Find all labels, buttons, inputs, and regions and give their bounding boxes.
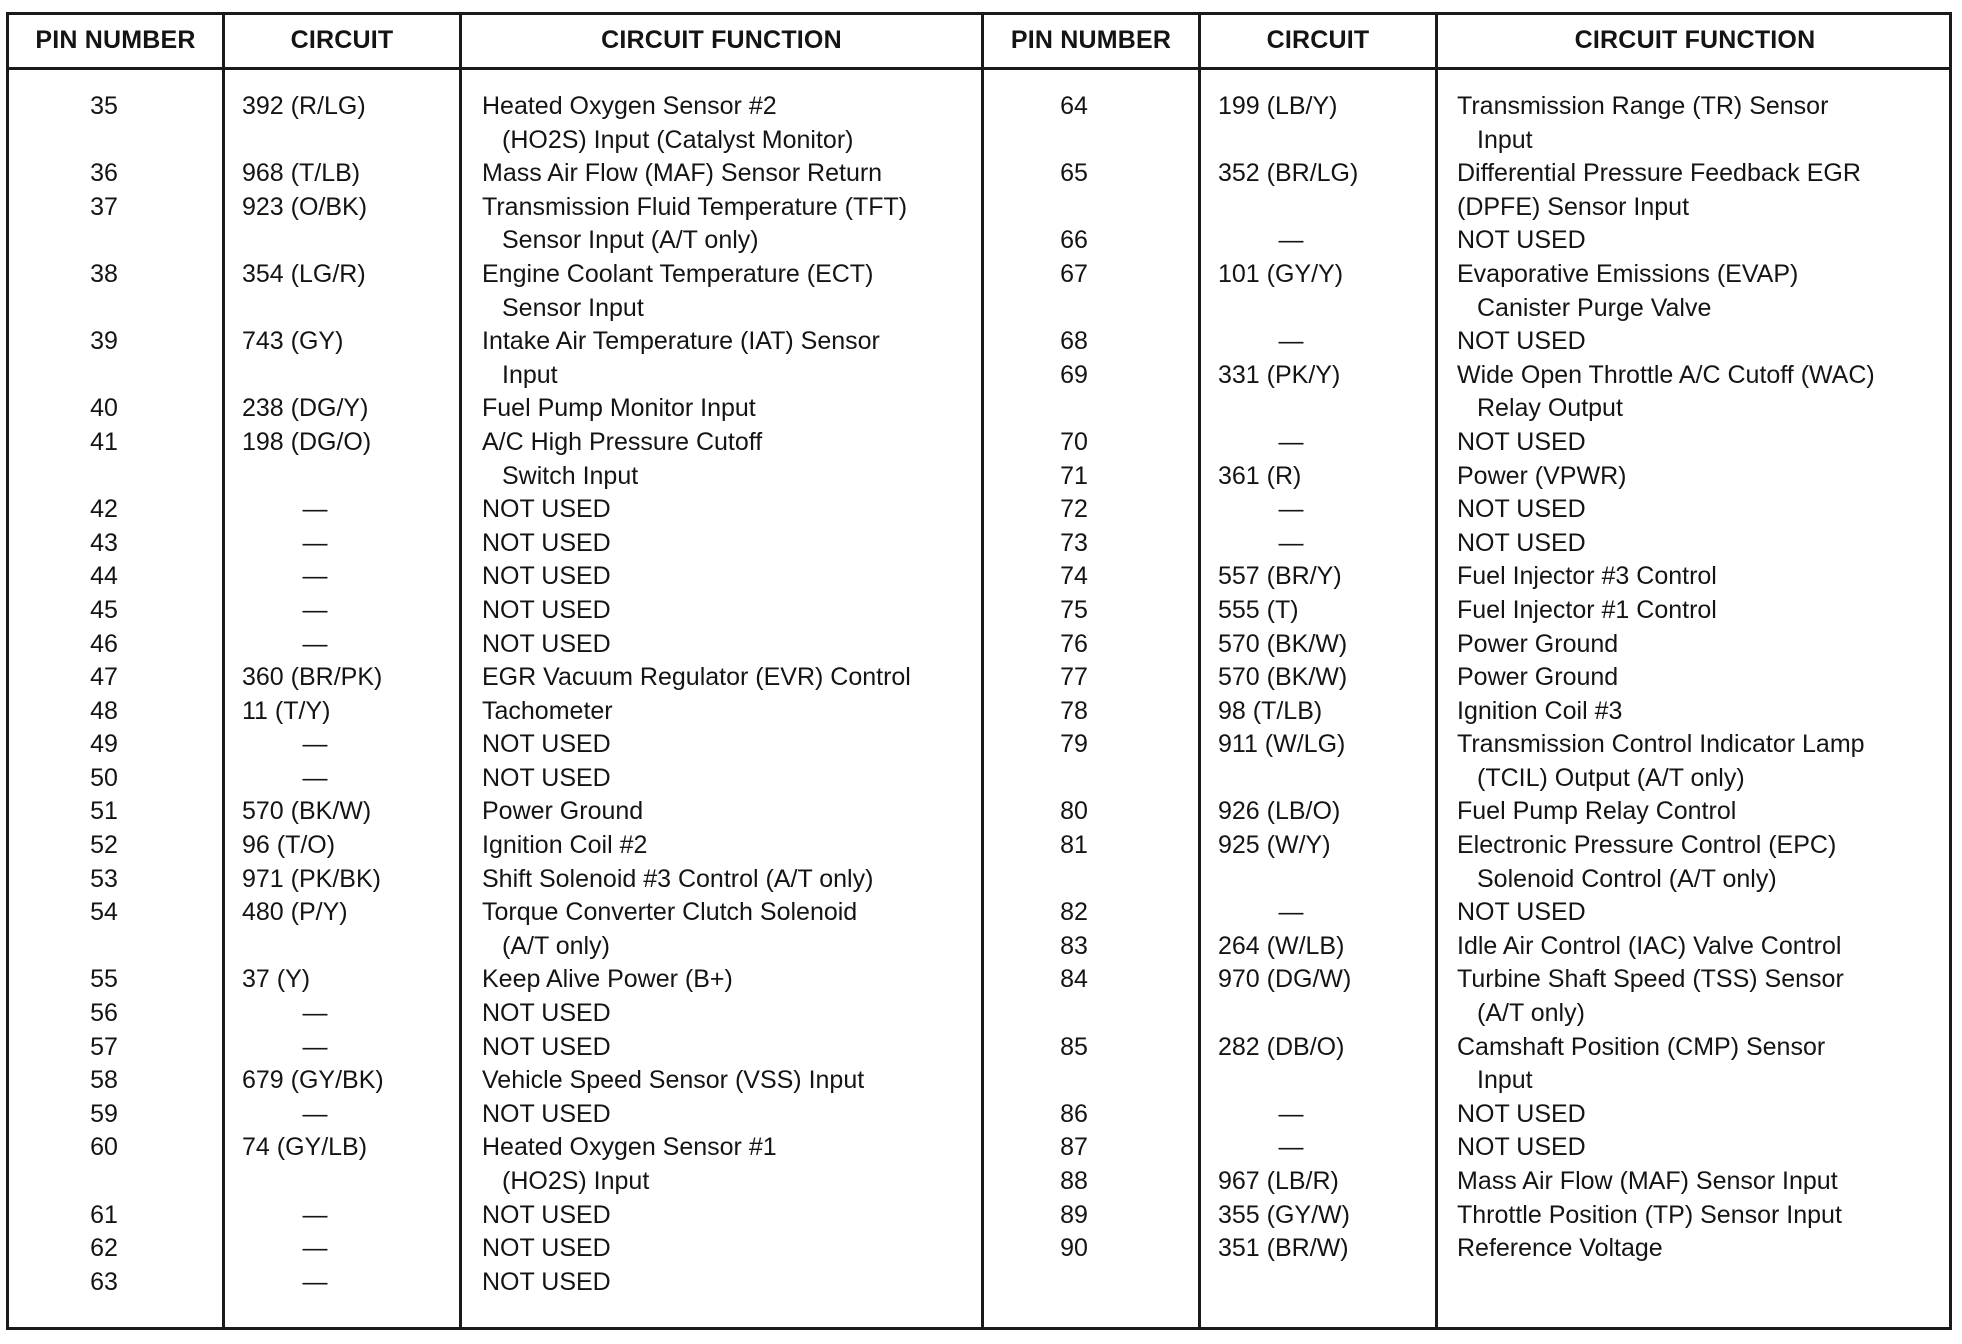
- circuit-function: NOT USED: [1457, 495, 1586, 524]
- circuit-function-continued: Input: [1477, 1066, 1533, 1095]
- pin-number: 87: [1060, 1133, 1088, 1162]
- table-row: [9, 392, 981, 426]
- header-circuit-left: CIRCUIT: [290, 26, 394, 54]
- circuit-code: —: [302, 730, 328, 759]
- pin-number: 90: [1060, 1234, 1088, 1263]
- pin-number: 38: [90, 259, 118, 288]
- circuit-function: Evaporative Emissions (EVAP): [1457, 259, 1799, 288]
- circuit-function: Turbine Shaft Speed (TSS) Sensor: [1457, 965, 1844, 994]
- pin-number: 48: [90, 696, 118, 725]
- circuit-function: Power Ground: [1457, 663, 1619, 692]
- pin-number: 40: [90, 394, 118, 423]
- table-row: [984, 795, 1952, 829]
- table-row: [9, 426, 981, 493]
- circuit-function: Fuel Injector #1 Control: [1457, 595, 1717, 624]
- table-row: [984, 157, 1952, 224]
- pin-number: 50: [90, 763, 118, 792]
- pin-number: 72: [1060, 495, 1088, 524]
- circuit-code: —: [302, 595, 328, 624]
- circuit-code: 970 (DG/W): [1218, 965, 1352, 994]
- pin-number: 63: [90, 1267, 118, 1296]
- circuit-code: —: [1278, 495, 1304, 524]
- circuit-function: EGR Vacuum Regulator (EVR) Control: [482, 663, 911, 692]
- circuit-function: Mass Air Flow (MAF) Sensor Input: [1457, 1167, 1838, 1195]
- circuit-function: NOT USED: [482, 562, 611, 591]
- table-row: [984, 829, 1952, 896]
- circuit-code: 331 (PK/Y): [1218, 360, 1341, 389]
- circuit-function: Tachometer: [482, 696, 613, 725]
- table-row: [9, 1199, 981, 1233]
- pin-number: 53: [90, 864, 118, 893]
- circuit-code: 96 (T/O): [242, 831, 336, 860]
- circuit-code: 351 (BR/W): [1218, 1234, 1349, 1263]
- circuit-function-continued: Solenoid Control (A/T only): [1477, 864, 1777, 893]
- table-row: [9, 157, 981, 191]
- circuit-code: —: [1278, 226, 1304, 255]
- table-row: [984, 728, 1952, 795]
- pin-number: 54: [90, 898, 118, 927]
- table-row: [984, 493, 1952, 527]
- table-row: [984, 896, 1952, 930]
- pin-number: 43: [90, 528, 118, 557]
- circuit-function: Torque Converter Clutch Solenoid: [482, 898, 858, 927]
- pin-number: 61: [90, 1200, 118, 1229]
- circuit-code: 37 (Y): [242, 965, 311, 994]
- circuit-code: 282 (DB/O): [1218, 1032, 1345, 1061]
- circuit-code: 570 (BK/W): [1218, 663, 1348, 692]
- table-row: [9, 493, 981, 527]
- circuit-code: 354 (LG/R): [242, 259, 366, 288]
- header-circuit-right: CIRCUIT: [1266, 26, 1370, 54]
- pin-number: 42: [90, 495, 118, 524]
- circuit-code: 98 (T/LB): [1218, 696, 1323, 725]
- pin-number: 58: [90, 1066, 118, 1095]
- circuit-function-continued: Input: [1477, 125, 1533, 154]
- circuit-code: 74 (GY/LB): [242, 1133, 368, 1162]
- circuit-function: Electronic Pressure Control (EPC): [1457, 831, 1837, 860]
- pin-number: 78: [1060, 696, 1088, 725]
- circuit-function-continued: Canister Purge Valve: [1477, 293, 1712, 322]
- table-row: [984, 1232, 1952, 1266]
- circuit-code: 743 (GY): [242, 327, 344, 356]
- table-row: [984, 594, 1952, 628]
- table-row: [984, 963, 1952, 1030]
- table-row: [9, 560, 981, 594]
- table-row: [9, 896, 981, 963]
- table-row: [984, 527, 1952, 561]
- circuit-function: Transmission Fluid Temperature (TFT): [482, 192, 908, 221]
- pin-number: 36: [90, 159, 118, 188]
- pin-number: 70: [1060, 427, 1088, 456]
- circuit-function: Power Ground: [482, 797, 644, 826]
- circuit-code: 570 (BK/W): [1218, 629, 1348, 658]
- pin-number: 62: [90, 1234, 118, 1263]
- circuit-function-continued: Sensor Input: [502, 293, 644, 322]
- table-row: [9, 997, 981, 1031]
- circuit-function: NOT USED: [1457, 898, 1586, 927]
- circuit-code: 238 (DG/Y): [242, 394, 369, 423]
- pin-number: 85: [1060, 1032, 1088, 1061]
- circuit-function-continued: (HO2S) Input: [502, 1167, 650, 1195]
- pin-number: 57: [90, 1032, 118, 1061]
- circuit-function: Wide Open Throttle A/C Cutoff (WAC): [1457, 360, 1875, 389]
- circuit-function: NOT USED: [482, 1267, 611, 1296]
- table-row: [984, 460, 1952, 494]
- circuit-function: NOT USED: [482, 1032, 611, 1061]
- circuit-code: —: [1278, 1099, 1304, 1128]
- circuit-function: Fuel Injector #3 Control: [1457, 562, 1717, 591]
- table-row: [9, 594, 981, 628]
- circuit-code: 555 (T): [1218, 595, 1299, 624]
- circuit-function: Ignition Coil #2: [482, 831, 648, 860]
- pin-number: 37: [90, 192, 118, 221]
- table-row: [9, 527, 981, 561]
- table-row: [984, 930, 1952, 964]
- table-row: [984, 359, 1952, 426]
- circuit-code: 199 (LB/Y): [1218, 92, 1338, 120]
- table-row: [9, 1064, 981, 1098]
- circuit-code: —: [1278, 898, 1304, 927]
- pin-chart-table: [6, 12, 1952, 1330]
- table-row: [9, 1031, 981, 1065]
- circuit-code: —: [1278, 1133, 1304, 1162]
- circuit-function: NOT USED: [482, 730, 611, 759]
- circuit-function-continued: Input: [502, 360, 558, 389]
- pin-number: 76: [1060, 629, 1088, 658]
- table-row: [984, 90, 1952, 157]
- circuit-function: NOT USED: [482, 1200, 611, 1229]
- circuit-function: Power Ground: [1457, 629, 1619, 658]
- table-row: [9, 728, 981, 762]
- table-row: [9, 695, 981, 729]
- circuit-function-continued: (A/T only): [1477, 999, 1585, 1028]
- table-row: [984, 1098, 1952, 1132]
- circuit-code: 480 (P/Y): [242, 898, 348, 927]
- circuit-code: 101 (GY/Y): [1218, 259, 1344, 288]
- circuit-code: 360 (BR/PK): [242, 663, 383, 692]
- pin-number: 51: [90, 797, 118, 826]
- circuit-code: —: [1278, 327, 1304, 356]
- circuit-function: Camshaft Position (CMP) Sensor: [1457, 1032, 1826, 1061]
- circuit-function: NOT USED: [482, 629, 611, 658]
- pin-number: 66: [1060, 226, 1088, 255]
- circuit-function: NOT USED: [1457, 427, 1586, 456]
- table-row: [9, 90, 981, 157]
- pin-number: 67: [1060, 259, 1088, 288]
- circuit-function: Heated Oxygen Sensor #1: [482, 1133, 777, 1162]
- circuit-code: 925 (W/Y): [1218, 831, 1331, 860]
- pin-number: 41: [90, 427, 118, 456]
- circuit-function: Heated Oxygen Sensor #2: [482, 92, 777, 120]
- circuit-code: 355 (GY/W): [1218, 1200, 1350, 1229]
- pin-number: 74: [1060, 562, 1088, 591]
- pin-number: 56: [90, 999, 118, 1028]
- circuit-code: 967 (LB/R): [1218, 1167, 1339, 1195]
- circuit-code: 392 (R/LG): [242, 92, 366, 120]
- circuit-function-continued: Sensor Input (A/T only): [502, 226, 759, 255]
- table-row: [984, 224, 1952, 258]
- circuit-function-continued: (TCIL) Output (A/T only): [1477, 763, 1745, 792]
- header-pin-number-left: PIN NUMBER: [35, 26, 196, 54]
- circuit-function: Engine Coolant Temperature (ECT): [482, 259, 874, 288]
- table-row: [9, 863, 981, 897]
- circuit-code: 926 (LB/O): [1218, 797, 1341, 826]
- pin-number: 89: [1060, 1200, 1088, 1229]
- circuit-function: NOT USED: [1457, 528, 1586, 557]
- table-row: [984, 426, 1952, 460]
- pin-number: 68: [1060, 327, 1088, 356]
- pin-number: 71: [1060, 461, 1088, 490]
- circuit-code: 352 (BR/LG): [1218, 159, 1359, 188]
- circuit-function-continued: Switch Input: [502, 461, 639, 490]
- circuit-code: 264 (W/LB): [1218, 931, 1345, 960]
- header-pin-number-right: PIN NUMBER: [1010, 26, 1172, 54]
- circuit-function: Intake Air Temperature (IAT) Sensor: [482, 327, 880, 356]
- pin-number: 84: [1060, 965, 1088, 994]
- circuit-function: NOT USED: [482, 528, 611, 557]
- table-row: [984, 325, 1952, 359]
- table-row: [984, 560, 1952, 594]
- circuit-code: 911 (W/LG): [1218, 730, 1346, 759]
- header-circuit-function-right: CIRCUIT FUNCTION: [1574, 26, 1816, 54]
- table-row: [9, 191, 981, 258]
- table-row: [9, 1098, 981, 1132]
- table-row: [984, 1131, 1952, 1165]
- circuit-function-continued: (HO2S) Input (Catalyst Monitor): [502, 125, 854, 154]
- circuit-code: 11 (T/Y): [242, 696, 331, 725]
- circuit-function-continued: Relay Output: [1477, 394, 1623, 423]
- pin-number: 45: [90, 595, 118, 624]
- circuit-function: Keep Alive Power (B+): [482, 965, 733, 994]
- table-row: [984, 258, 1952, 325]
- pin-number: 64: [1060, 92, 1088, 120]
- header-rule: [9, 67, 1949, 70]
- pin-number: 47: [90, 663, 118, 692]
- circuit-function: Reference Voltage: [1457, 1234, 1663, 1263]
- circuit-function: Transmission Control Indicator Lamp: [1457, 730, 1865, 759]
- circuit-code: —: [302, 999, 328, 1028]
- circuit-function-continued: (A/T only): [502, 931, 610, 960]
- circuit-code: —: [302, 1267, 328, 1296]
- pin-number: 55: [90, 965, 118, 994]
- table-row: [984, 661, 1952, 695]
- pin-number: 46: [90, 629, 118, 658]
- circuit-function: Differential Pressure Feedback EGR: [1457, 159, 1861, 188]
- pin-number: 81: [1060, 831, 1088, 860]
- circuit-function: A/C High Pressure Cutoff: [482, 427, 763, 456]
- circuit-code: 557 (BR/Y): [1218, 562, 1342, 591]
- circuit-function: NOT USED: [482, 595, 611, 624]
- circuit-code: —: [302, 1200, 328, 1229]
- table-row: [9, 628, 981, 662]
- circuit-function: NOT USED: [1457, 1133, 1586, 1162]
- table-row: [984, 695, 1952, 729]
- pin-number: 79: [1060, 730, 1088, 759]
- pin-number: 60: [90, 1133, 118, 1162]
- circuit-function-continued: (DPFE) Sensor Input: [1457, 192, 1690, 221]
- circuit-code: 361 (R): [1218, 461, 1302, 490]
- table-row: [984, 1031, 1952, 1098]
- circuit-function: Idle Air Control (IAC) Valve Control: [1457, 931, 1842, 960]
- circuit-function: Power (VPWR): [1457, 461, 1627, 490]
- circuit-code: —: [302, 1032, 328, 1061]
- table-row: [9, 258, 981, 325]
- circuit-code: 570 (BK/W): [242, 797, 372, 826]
- table-row: [9, 963, 981, 997]
- table-row: [9, 1266, 981, 1300]
- table-row: [9, 661, 981, 695]
- circuit-code: —: [302, 1099, 328, 1128]
- circuit-code: —: [302, 629, 328, 658]
- circuit-function: Transmission Range (TR) Sensor: [1457, 92, 1829, 120]
- circuit-function: NOT USED: [482, 1099, 611, 1128]
- pin-number: 75: [1060, 595, 1088, 624]
- pin-number: 35: [90, 92, 118, 120]
- table-row: [9, 829, 981, 863]
- circuit-function: Ignition Coil #3: [1457, 696, 1623, 725]
- right-pin-list: [984, 90, 1952, 1266]
- circuit-function: NOT USED: [482, 999, 611, 1028]
- circuit-code: 923 (O/BK): [242, 192, 368, 221]
- circuit-function: NOT USED: [482, 1234, 611, 1263]
- pin-number: 77: [1060, 663, 1088, 692]
- table-row: [9, 1131, 981, 1198]
- circuit-code: —: [1278, 528, 1304, 557]
- circuit-code: 971 (PK/BK): [242, 864, 381, 893]
- circuit-function: Fuel Pump Relay Control: [1457, 797, 1737, 826]
- pin-number: 88: [1060, 1167, 1088, 1195]
- table-row: [984, 1199, 1952, 1233]
- pin-number: 82: [1060, 898, 1088, 927]
- pin-number: 83: [1060, 931, 1088, 960]
- pin-number: 73: [1060, 528, 1088, 557]
- circuit-function: Shift Solenoid #3 Control (A/T only): [482, 864, 874, 893]
- table-row: [9, 325, 981, 392]
- circuit-code: 968 (T/LB): [242, 159, 361, 188]
- circuit-function: Mass Air Flow (MAF) Sensor Return: [482, 159, 883, 188]
- circuit-code: 198 (DG/O): [242, 427, 372, 456]
- circuit-function: Fuel Pump Monitor Input: [482, 394, 756, 423]
- pin-number: 52: [90, 831, 118, 860]
- left-pin-list: [9, 90, 981, 1299]
- pin-number: 86: [1060, 1099, 1088, 1128]
- circuit-code: —: [302, 562, 328, 591]
- circuit-function: NOT USED: [482, 495, 611, 524]
- pin-number: 49: [90, 730, 118, 759]
- pin-number: 80: [1060, 797, 1088, 826]
- table-row: [984, 628, 1952, 662]
- pin-number: 59: [90, 1099, 118, 1128]
- table-row: [9, 762, 981, 796]
- circuit-function: NOT USED: [1457, 226, 1586, 255]
- circuit-code: —: [302, 528, 328, 557]
- circuit-code: —: [302, 495, 328, 524]
- table-row: [9, 795, 981, 829]
- circuit-function: NOT USED: [1457, 1099, 1586, 1128]
- circuit-code: —: [302, 1234, 328, 1263]
- circuit-code: —: [1278, 427, 1304, 456]
- circuit-function: NOT USED: [482, 763, 611, 792]
- circuit-code: 679 (GY/BK): [242, 1066, 384, 1095]
- header-circuit-function-left: CIRCUIT FUNCTION: [601, 26, 842, 54]
- table-row: [9, 1232, 981, 1266]
- pin-number: 39: [90, 327, 118, 356]
- circuit-function: NOT USED: [1457, 327, 1586, 356]
- pin-number: 69: [1060, 360, 1088, 389]
- pin-number: 65: [1060, 159, 1088, 188]
- table-row: [984, 1165, 1952, 1199]
- circuit-function: Vehicle Speed Sensor (VSS) Input: [482, 1066, 865, 1095]
- pin-number: 44: [90, 562, 118, 591]
- circuit-function: Throttle Position (TP) Sensor Input: [1457, 1200, 1842, 1229]
- circuit-code: —: [302, 763, 328, 792]
